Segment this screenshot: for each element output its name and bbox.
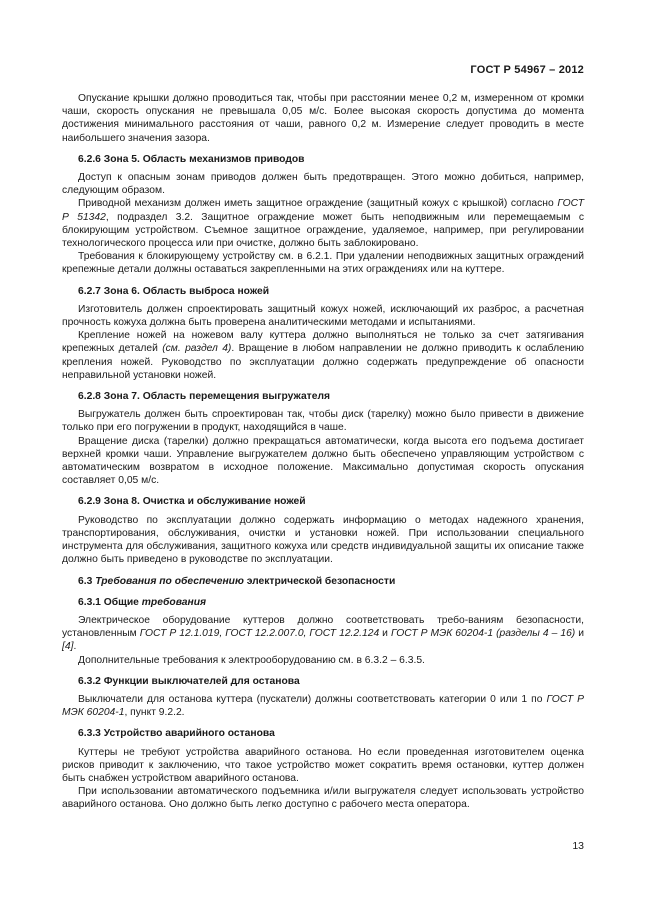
section-heading: 6.2.6 Зона 5. Область механизмов приводов — [78, 153, 305, 165]
section-heading: 6.2.9 Зона 8. Очистка и обслуживание ножей — [78, 496, 306, 508]
paragraph: Дополнительные требования к электрооборудованию см. в 6.3.2 – 6.3.5. — [78, 654, 425, 666]
section-heading: 6.3.1 Общие требования — [78, 596, 207, 608]
paragraph: Требования к блокирующему устройству см. в 6.2.1. При удалении неподвижных защитных ограждений крепежные детали должны оставаться закрепленными на этих ограждениях или на куттере. — [62, 251, 584, 276]
section-heading: 6.3.2 Функции выключателей для останова — [78, 675, 300, 687]
section-heading: 6.2.8 Зона 7. Область перемещения выгружателя — [78, 391, 330, 403]
paragraph: Руководство по эксплуатации должно содержать информацию о методах надежного хранения, транспортирования, обслуживания, очистки и установки ножей. При использовании специального инструмента для обслуживания, защитного кожуха или средств индивидуальной защиты их описание также должно быть приведено в руководстве по эксплуатации. — [62, 514, 584, 566]
section-heading: 6.3 Требования по обеспечению электрической безопасности — [78, 575, 396, 587]
page-number: 13 — [572, 840, 584, 852]
paragraph: Электрическое оборудование куттеров должно соответствовать требо-ваниям безопасности, установленным ГОСТ Р 12.1.019, ГОСТ 12.2.007.0, ГОСТ 12.2.124 и ГОСТ Р МЭК 60204-1 (разделы 4 – 16) и [4]. — [62, 614, 584, 653]
paragraph: Доступ к опасным зонам приводов должен быть предотвращен. Этого можно добиться, например, следующим образом. — [62, 172, 584, 197]
paragraph: Изготовитель должен спроектировать защитный кожух ножей, исключающий их разброс, а расчетная прочность кожуха должна быть проверена аналитическими методами и испытаниями. — [62, 303, 584, 329]
section-heading: 6.2.7 Зона 6. Область выброса ножей — [78, 285, 270, 297]
paragraph: Выгружатель должен быть спроектирован так, чтобы диск (тарелку) можно было привести в движение только при его погружении в продукт, находящийся в чаше. — [62, 409, 584, 434]
document-body — [62, 92, 584, 812]
paragraph: Опускание крышки должно проводиться так, чтобы при расстоянии менее 0,2 м, измеренном от кромки чаши, скорость опускания не превышала 0,05 м/с. Более высокая скорость допустима до момента достижения минимального расстояния от чаши, равного 0,2 м. Измерение следует проводить в месте наибольшего значения зазора. — [62, 93, 584, 144]
paragraph: Приводной механизм должен иметь защитное ограждение (защитный кожух с крышкой) согласно ГОСТ Р 51342, подраздел 3.2. Защитное ограждение может быть неподвижным или перемещаемым с блокирующим устройством. Съемное защитное ограждение, удаляемое, например, при регулировании технологического процесса или при очистке, должно быть заблокировано. — [62, 198, 584, 250]
paragraph: При использовании автоматического подъемника и/или выгружателя следует использовать устройство аварийного останова. Оно должно быть легко доступно с рабочего места оператора. — [62, 786, 584, 811]
paragraph: Куттеры не требуют устройства аварийного останова. Но если проведенная изготовителем оценка рисков приводит к заключению, что такое устройство может сократить время остановки, куттер должен быть снабжен устройством аварийного останова. — [62, 746, 584, 784]
paragraph: Вращение диска (тарелки) должно прекращаться автоматически, когда высота его подъема достигает верхней кромки чаши. Управление выгружателем должно быть обеспечено управляющим устройством с автоматическим возвратом в исходное положение. Максимально допустимая скорость опускания составляет 0,05 м/с. — [62, 435, 584, 487]
paragraph: Выключатели для останова куттера (пускатели) должны соответствовать категории 0 или 1 по ГОСТ Р МЭК 60204-1, пункт 9.2.2. — [62, 693, 584, 719]
paragraph: Крепление ножей на ножевом валу куттера должно выполняться не только за счет затягивания крепежных деталей (см. раздел 4). Вращение в любом направлении не должно приводить к ослаблению крепления ножей. Руководство по эксплуатации должно содержать предупреждение об опасности неправильной установки ножей. — [62, 330, 585, 381]
standard-code-header: ГОСТ Р 54967 – 2012 — [470, 64, 584, 76]
section-heading: 6.3.3 Устройство аварийного останова — [78, 728, 275, 740]
